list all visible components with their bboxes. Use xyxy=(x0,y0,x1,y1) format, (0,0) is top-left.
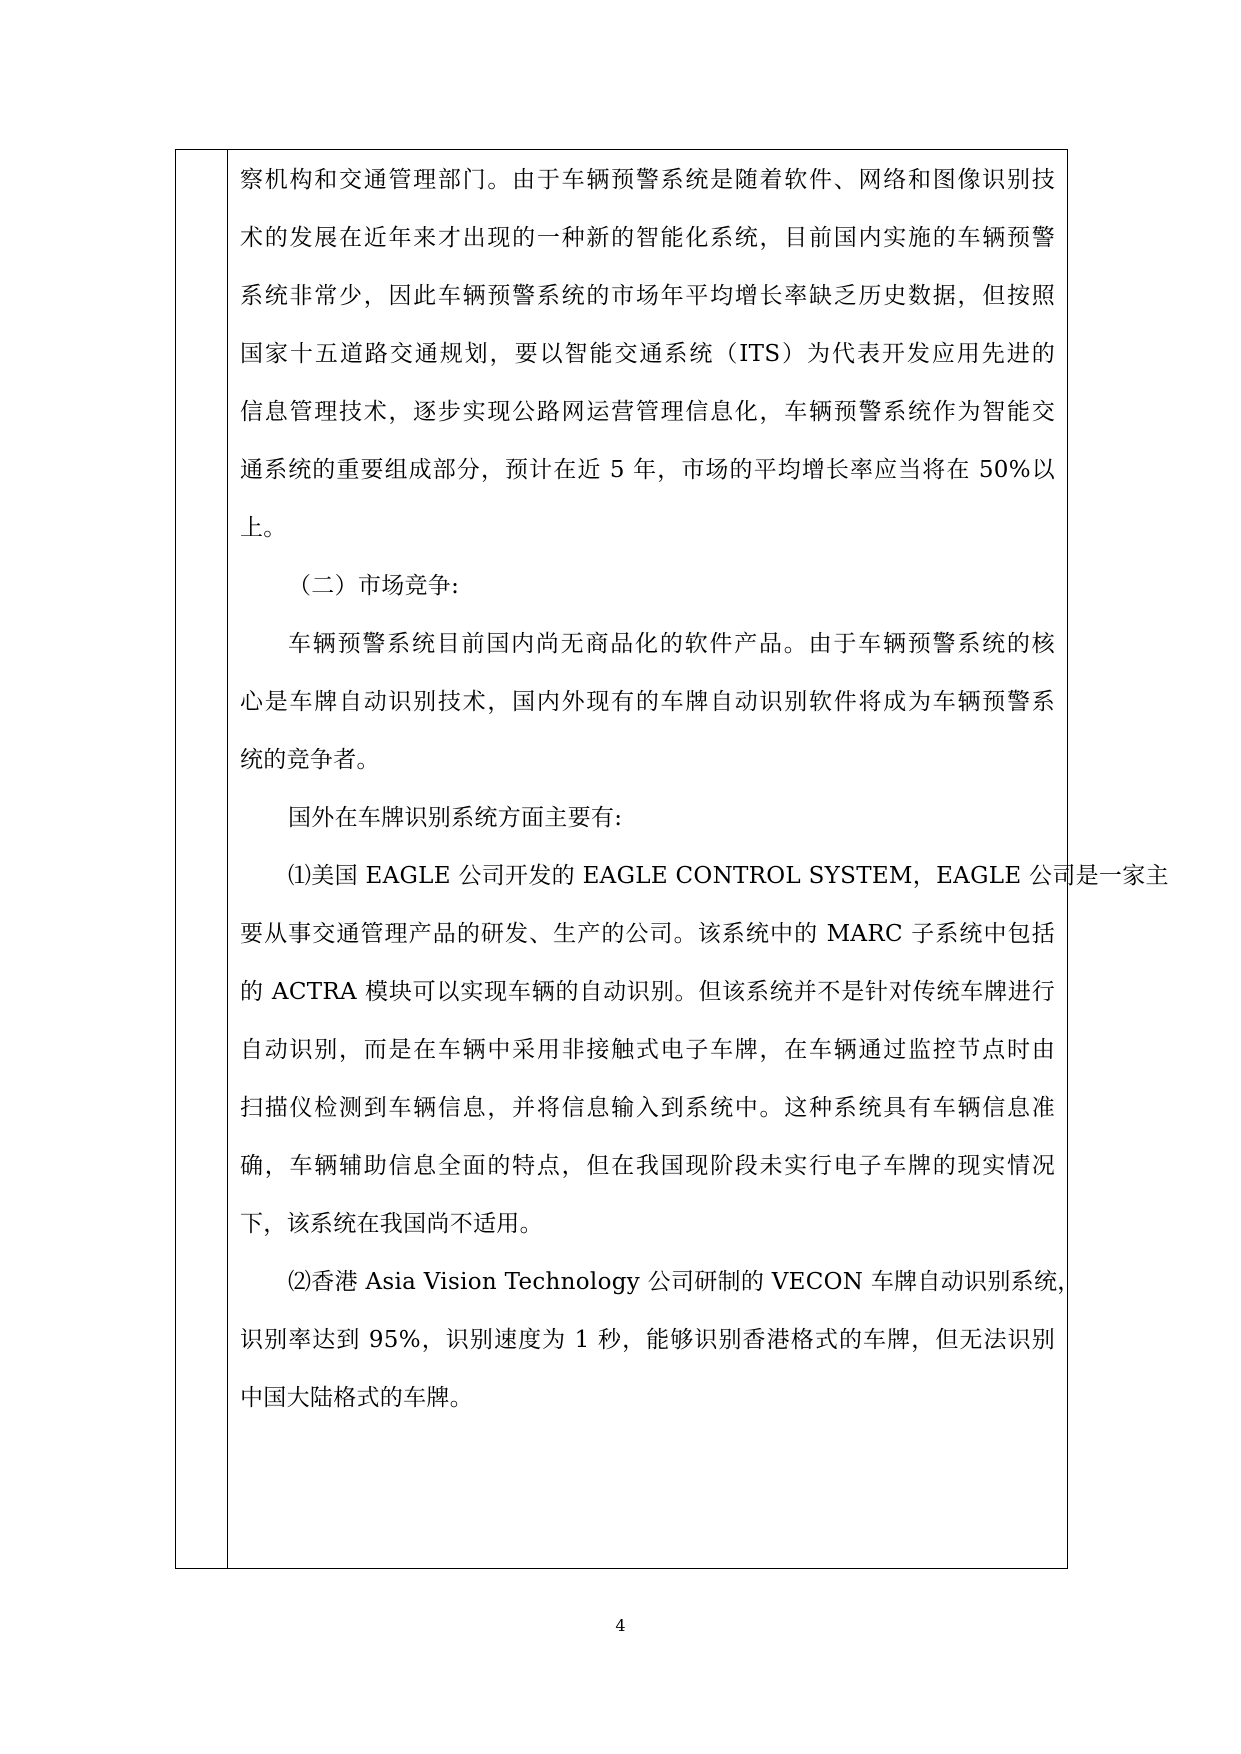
text-line: 的 ACTRA 模块可以实现车辆的自动识别。但该系统并不是针对传统车牌进行 xyxy=(240,979,1055,1005)
text-line: 国外在车牌识别系统方面主要有: xyxy=(288,805,623,831)
text-line: 上。 xyxy=(240,515,287,541)
text-line: 通系统的重要组成部分，预计在近 5 年，市场的平均增长率应当将在 50%以 xyxy=(240,457,1055,483)
text-line: 确，车辆辅助信息全面的特点，但在我国现阶段未实行电子车牌的现实情况 xyxy=(240,1153,1055,1179)
text-line: 车辆预警系统目前国内尚无商品化的软件产品。由于车辆预警系统的核 xyxy=(288,631,1055,657)
table-content-cell xyxy=(240,150,1169,1568)
text-line: 扫描仪检测到车辆信息，并将信息输入到系统中。这种系统具有车辆信息准 xyxy=(240,1095,1055,1121)
text-line: ⑵香港 Asia Vision Technology 公司研制的 VECON 车牌自动识别系统， xyxy=(288,1269,1081,1295)
text-line: 自动识别，而是在车辆中采用非接触式电子车牌，在车辆通过监控节点时由 xyxy=(240,1037,1055,1063)
form-table xyxy=(175,149,1169,1569)
text-line: ⑴美国 EAGLE 公司开发的 EAGLE CONTROL SYSTEM，EAGLE 公司是一家主 xyxy=(288,863,1169,889)
text-line: 术的发展在近年来才出现的一种新的智能化系统，目前国内实施的车辆预警 xyxy=(240,225,1055,251)
section-heading: （二）市场竞争: xyxy=(288,573,460,599)
text-line: 识别率达到 95%，识别速度为 1 秒，能够识别香港格式的车牌，但无法识别 xyxy=(240,1327,1055,1353)
text-line: 系统非常少，因此车辆预警系统的市场年平均增长率缺乏历史数据，但按照 xyxy=(240,283,1055,309)
page-number: 4 xyxy=(615,1616,626,1635)
text-line: 要从事交通管理产品的研发、生产的公司。该系统中的 MARC 子系统中包括 xyxy=(240,921,1055,947)
text-line: 统的竞争者。 xyxy=(240,747,380,773)
text-line: 信息管理技术，逐步实现公路网运营管理信息化，车辆预警系统作为智能交 xyxy=(240,399,1055,425)
text-line: 中国大陆格式的车牌。 xyxy=(240,1385,473,1411)
text-line: 下，该系统在我国尚不适用。 xyxy=(240,1211,543,1237)
text-line: 心是车牌自动识别技术，国内外现有的车牌自动识别软件将成为车辆预警系 xyxy=(240,689,1055,715)
table-column-divider xyxy=(227,150,228,1568)
text-line: 国家十五道路交通规划，要以智能交通系统（ITS）为代表开发应用先进的 xyxy=(240,341,1055,367)
text-line: 察机构和交通管理部门。由于车辆预警系统是随着软件、网络和图像识别技 xyxy=(240,167,1055,193)
